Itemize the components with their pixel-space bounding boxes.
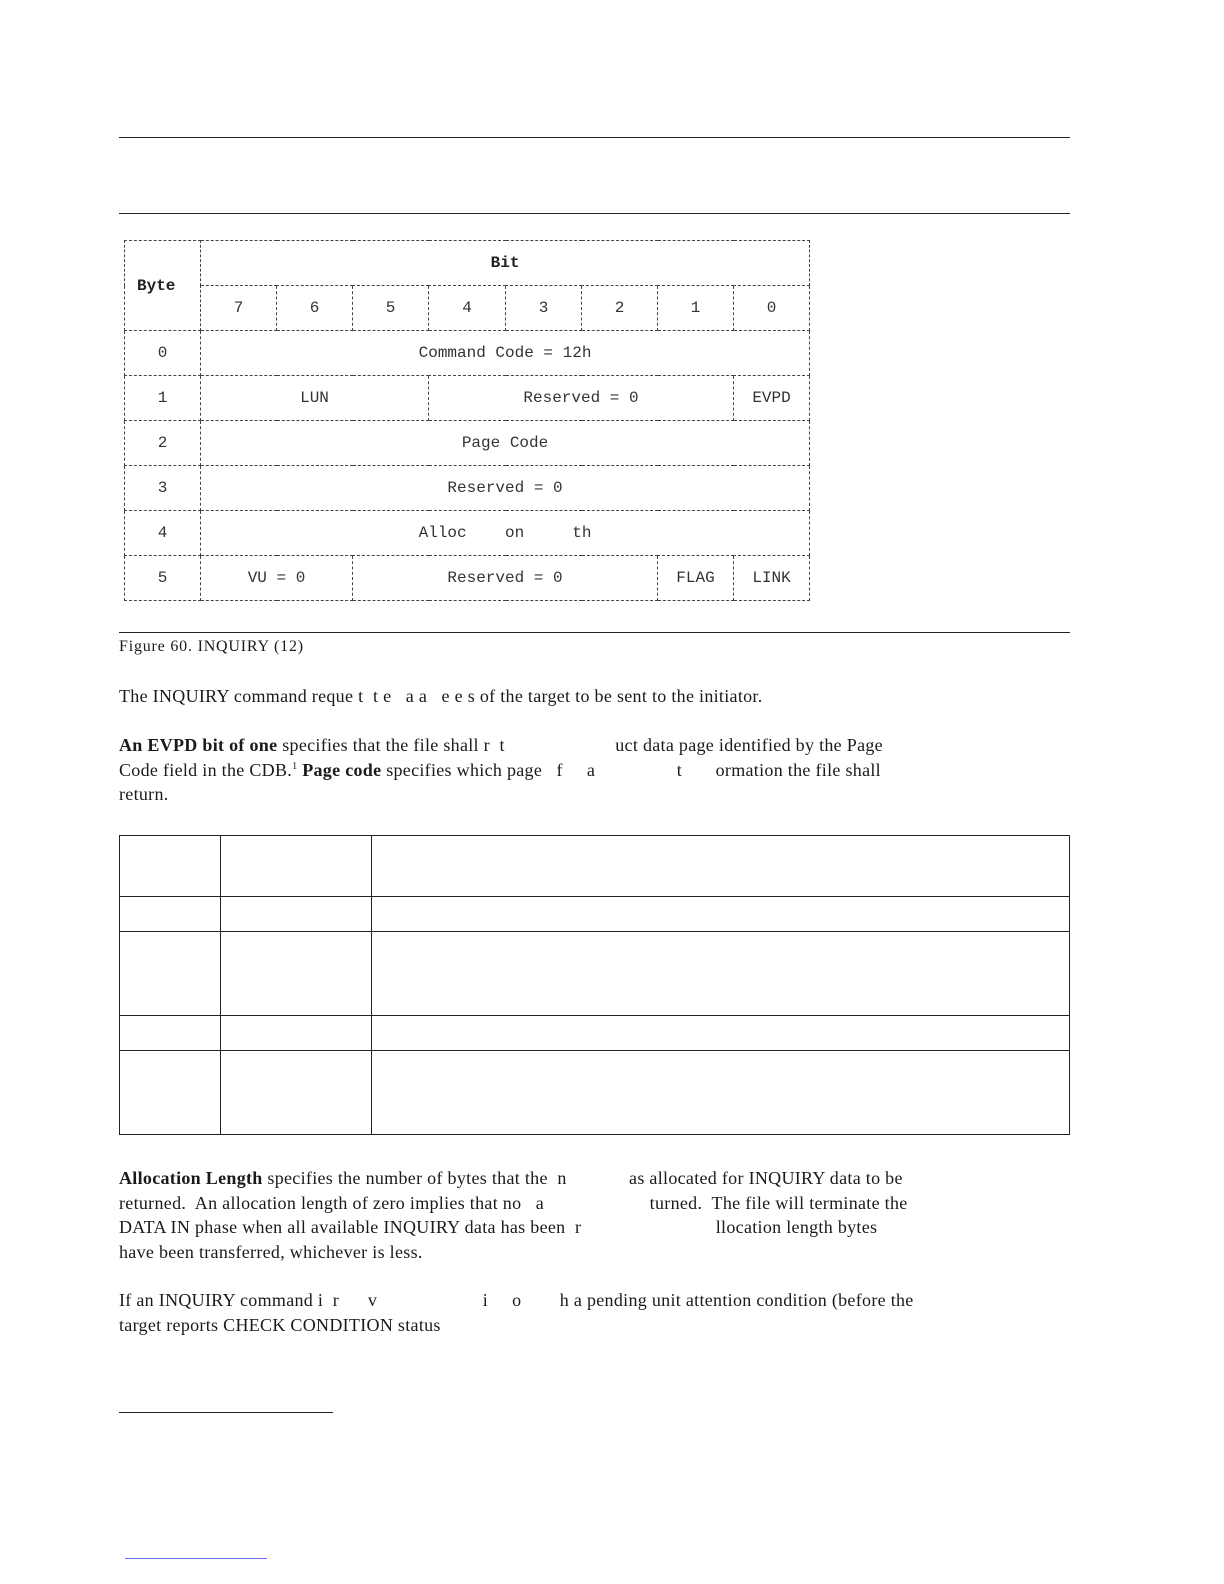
page-code-field: Page Code — [201, 421, 810, 466]
bit-header: Bit — [201, 241, 810, 286]
figure-caption: Figure 60. INQUIRY (12) — [119, 638, 304, 655]
table-row — [120, 836, 1070, 897]
top-rule — [119, 137, 1070, 138]
bit-number: 7 — [201, 286, 277, 331]
table-row — [120, 1016, 1070, 1051]
table-row — [125, 556, 810, 601]
byte-header: Byte — [125, 241, 201, 331]
allocation-length-term: Allocation Length — [119, 1168, 263, 1188]
table-row — [125, 421, 810, 466]
bit-number: 6 — [277, 286, 353, 331]
page-code-term: Page code — [297, 759, 382, 780]
figure-top-rule — [119, 213, 1070, 214]
paragraph-text: have been transferred, whichever is less. — [119, 1241, 423, 1262]
paragraph-text: If an INQUIRY command i r v i o h a pending unit attention condition (before the — [119, 1290, 914, 1310]
lun-field: LUN — [201, 376, 429, 421]
paragraph-text: specifies that the file shall r t uct data page identified by the Page — [277, 735, 883, 755]
bit-number: 4 — [429, 286, 506, 331]
footnote-marker: 1 — [292, 760, 298, 772]
byte-number: 3 — [125, 466, 201, 511]
flag-field: FLAG — [658, 556, 734, 601]
byte-number: 1 — [125, 376, 201, 421]
table-row — [120, 932, 1070, 1016]
byte-number: 2 — [125, 421, 201, 466]
bit-number: 5 — [353, 286, 429, 331]
evpd-term: An EVPD bit of one — [119, 735, 278, 755]
paragraph-text: DATA IN phase when all available INQUIRY data has been r llocation length bytes — [119, 1217, 878, 1237]
paragraph-text: specifies which page f a t ormation the file shall — [381, 759, 881, 780]
page-code-table — [119, 835, 1070, 1135]
byte-number: 4 — [125, 511, 201, 556]
inquiry-cdb-table — [124, 240, 810, 601]
bit-number: 1 — [658, 286, 734, 331]
command-code-field: Command Code = 12h — [201, 331, 810, 376]
intro-paragraph: The INQUIRY command reque t t e a a e e s of the target to be sent to the initiator. — [119, 686, 763, 706]
figure-bottom-rule — [119, 632, 1070, 633]
vu-field: VU = 0 — [201, 556, 353, 601]
allocation-length-paragraph — [119, 1166, 1059, 1264]
byte-number: 0 — [125, 331, 201, 376]
unit-attention-paragraph — [119, 1288, 1059, 1337]
paragraph-text: returned. An allocation length of zero implies that no a turned. The file will terminate the — [119, 1192, 908, 1213]
footnote-separator — [119, 1412, 333, 1413]
paragraph-text: return. — [119, 784, 169, 804]
link-underline — [125, 1558, 267, 1559]
link-field: LINK — [734, 556, 810, 601]
table-row — [125, 376, 810, 421]
evpd-paragraph — [119, 733, 1059, 807]
paragraph-text: specifies the number of bytes that the n as allocated for INQUIRY data to be — [262, 1168, 903, 1188]
paragraph-text: target reports CHECK CONDITION status — [119, 1314, 441, 1335]
evpd-field: EVPD — [734, 376, 810, 421]
allocation-length-field: Alloc on th — [201, 511, 810, 556]
table-row — [120, 897, 1070, 932]
byte-number: 5 — [125, 556, 201, 601]
reserved-field: Reserved = 0 — [429, 376, 734, 421]
reserved-field: Reserved = 0 — [201, 466, 810, 511]
reserved-field: Reserved = 0 — [353, 556, 658, 601]
paragraph-text: Code field in the CDB. — [119, 759, 293, 780]
table-row — [125, 331, 810, 376]
table-row — [120, 1051, 1070, 1135]
table-row — [125, 511, 810, 556]
bit-number: 0 — [734, 286, 810, 331]
bit-number: 2 — [582, 286, 658, 331]
table-row — [125, 466, 810, 511]
bit-number: 3 — [506, 286, 582, 331]
